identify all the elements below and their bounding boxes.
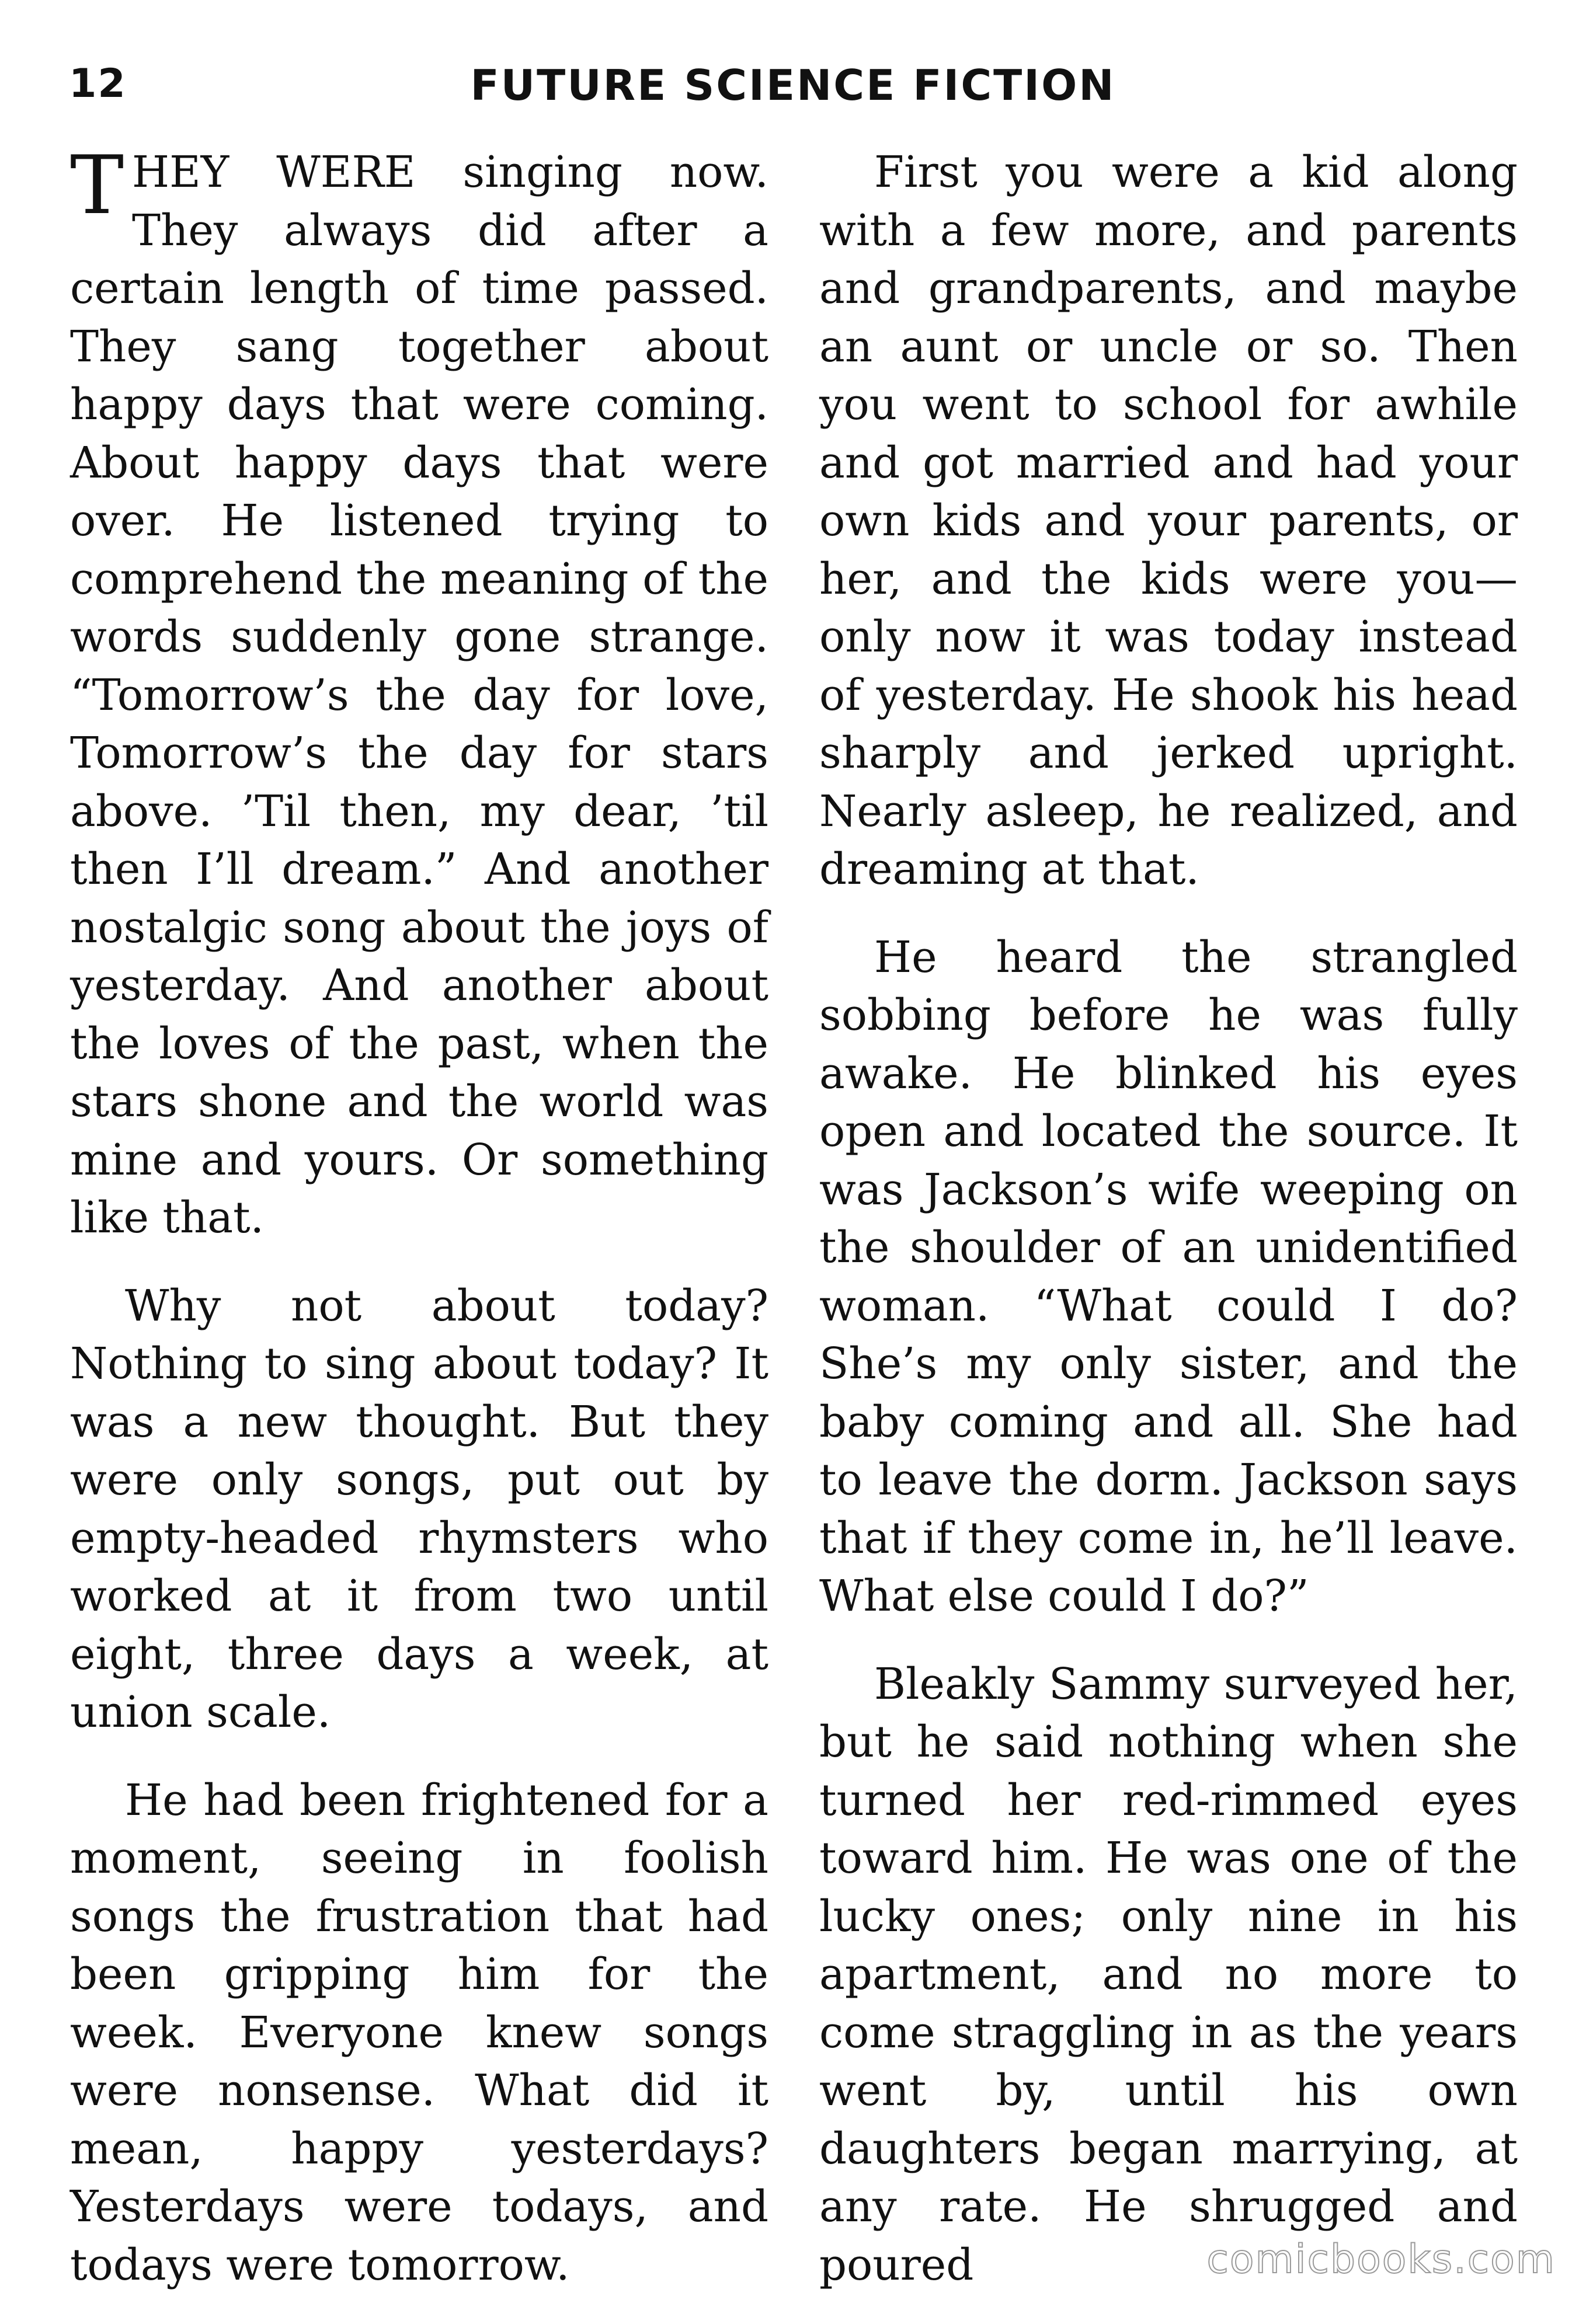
paragraph-2: Why not about today? Nothing to sing about today? It was a new thought. But they were only songs, put out by empty-headed rhymsters who worked at it from two until eight, three days a week, at union scale. (70, 1281, 768, 1737)
magazine-title: FUTURE SCIENCE FICTION (470, 61, 1116, 110)
paragraph-3: He had been frightened for a moment, seeing in foolish songs the frustration that had been gripping him for the week. Everyone knew songs were nonsense. What did it mean, happy yesterdays? Yesterdays were todays, and todays were tomorrow. (70, 1775, 768, 2290)
paragraph-5: He heard the strangled sobbing before he was fully awake. He blinked his eyes open and located the source. It was Jackson’s wife weeping on the shoulder of an unidentified woman. “What could I do? She’s my only sister, and the baby coming and all. She had to leave the dorm. Jackson says that if they come in, he’ll leave. What else could I do?” (819, 932, 1518, 1621)
paragraph-1 (70, 138, 768, 1248)
paragraph-6: Bleakly Sammy surveyed her, but he said nothing when she turned her red-rimmed eyes toward him. He was one of the lucky ones; only nine in his apartment, and no more to come straggling in as the years went by, until his own daughters began marrying, at any rate. He shrugged and poured (819, 1659, 1518, 2290)
drop-cap: T (70, 138, 124, 232)
right-column (819, 144, 1518, 2324)
paragraph-4: First you were a kid along with a few more, and parents and grandparents, and maybe an aunt or uncle or so. Then you went to school for awhile and got married and had your own kids and your parents, or her, and the kids were you—only now it was today instead of yesterday. He shook his head sharply and jerked upright. Nearly asleep, he realized, and dreaming at that. (819, 148, 1518, 894)
paragraph-1-text: HEY WERE singing now. They always did after a certain length of time passed. They sang together about happy days that were coming. About happy days that were over. He listened trying to comprehend the meaning of the words suddenly gone strange. “Tomorrow’s the day for love, Tomorrow’s the day for stars above. ’Til then, my dear, ’til then I’ll dream.” And another nostalgic song about the joys of yesterday. And another about the loves of the past, when the stars shone and the world was mine and yours. Or something like that. (70, 148, 768, 1243)
watermark-logo: comicbooks.com (1206, 2236, 1556, 2283)
page-number: 12 (69, 61, 127, 107)
left-column (70, 138, 768, 2324)
page-header (69, 61, 1517, 119)
